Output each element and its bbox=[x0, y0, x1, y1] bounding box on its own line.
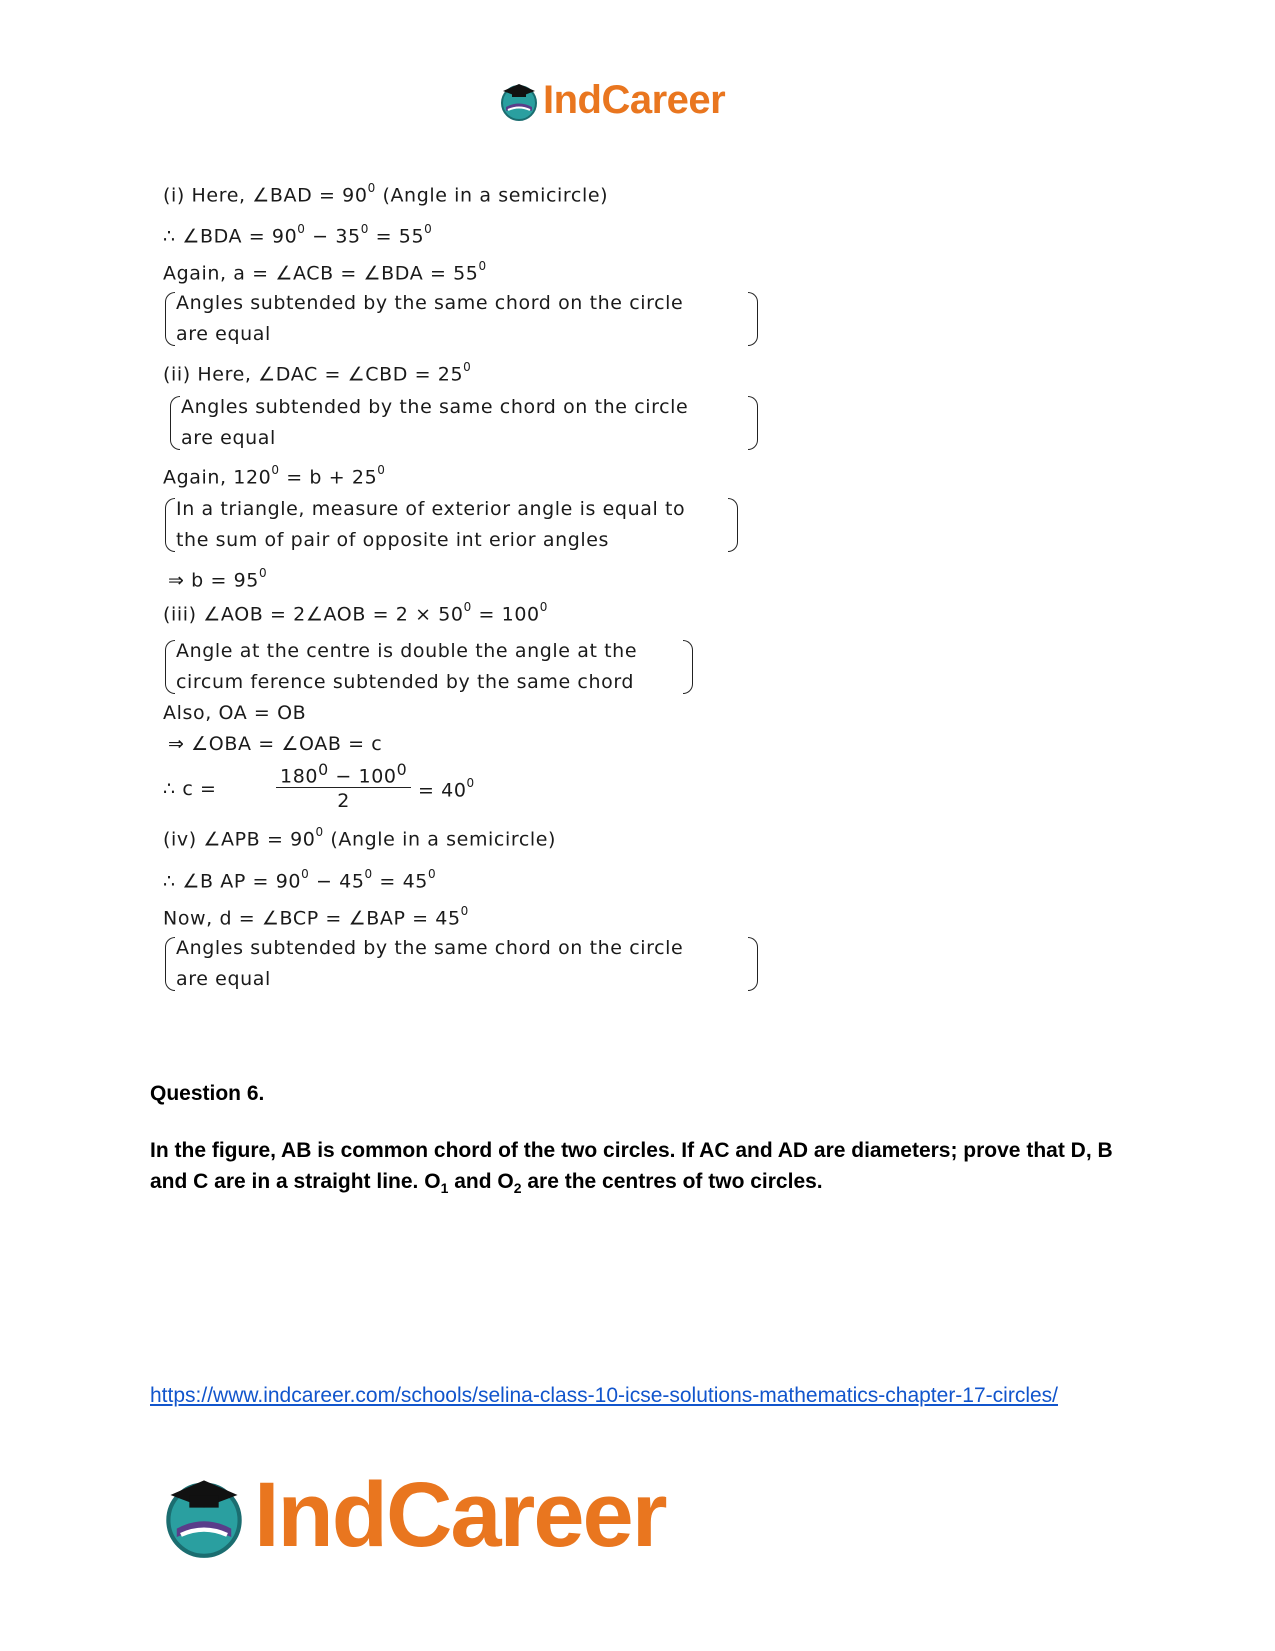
bracket-right bbox=[728, 498, 738, 552]
solution-note-2-line-1: Angles subtended by the same chord on the circle bbox=[181, 396, 689, 418]
bracket-right bbox=[748, 937, 758, 991]
solution-line-1: (i) Here, ∠BAD = $90^0$ (Angle in a semicircle) bbox=[163, 181, 609, 207]
source-link[interactable]: https://www.indcareer.com/schools/selina-class-10-icse-solutions-mathematics-chapter-17-circles/ bbox=[150, 1384, 1058, 1407]
bracket-right bbox=[748, 396, 758, 450]
solution-note-1-line-1: Angles subtended by the same chord on the circle bbox=[176, 292, 684, 314]
graduation-globe-icon bbox=[498, 80, 540, 122]
solution-line-7: Again, $120^0 = b + 25^0$ bbox=[163, 463, 386, 489]
fraction-denominator: 2 bbox=[337, 790, 350, 813]
solution-line-17: Now, d = ∠BCP = ∠BAP = $45^0$ bbox=[163, 904, 469, 930]
question-title: Question 6. bbox=[150, 1082, 265, 1105]
solution-note-4-line-2: circum ference subtended by the same chord bbox=[176, 671, 635, 693]
footer-logo bbox=[160, 1463, 666, 1568]
header-logo bbox=[498, 78, 725, 123]
solution-note-3-line-2: the sum of pair of opposite int erior angles bbox=[176, 529, 610, 551]
solution-note-4-line-1: Angle at the centre is double the angle at the bbox=[176, 640, 638, 662]
solution-line-10: (iii) ∠AOB = 2∠AOB = $2 \times 50^0 = 100^0$ bbox=[163, 600, 548, 626]
footer-logo-text: IndCareer bbox=[254, 1464, 666, 1566]
solution-note-1-line-2: are equal bbox=[176, 323, 271, 345]
solution-line-14-lhs: ∴ c = bbox=[163, 778, 217, 800]
solution-note-5-line-1: Angles subtended by the same chord on the circle bbox=[176, 937, 684, 959]
solution-line-2: ∴ ∠BDA = $90^0 - 35^0 = 55^0$ bbox=[163, 222, 433, 248]
header-logo-text: IndCareer bbox=[543, 78, 726, 122]
solution-line-14-rhs: = $40^0$ bbox=[418, 776, 475, 802]
solution-line-13: ⇒ ∠OBA = ∠OAB = c bbox=[168, 733, 383, 755]
bracket-left bbox=[165, 292, 175, 346]
solution-line-3: Again, a = ∠ACB = ∠BDA = $55^0$ bbox=[163, 259, 487, 285]
bracket-left bbox=[170, 396, 180, 450]
bracket-left bbox=[165, 937, 175, 991]
bracket-left bbox=[165, 640, 175, 694]
fraction bbox=[276, 760, 411, 812]
solution-line-15: (iv) ∠APB = $90^0$ (Angle in a semicircle) bbox=[163, 825, 557, 851]
fraction-numerator: $180^0 - 100^0$ bbox=[276, 760, 411, 788]
solution-line-5: (ii) Here, ∠DAC = ∠CBD = $25^0$ bbox=[163, 360, 472, 386]
question-body: In the figure, AB is common chord of the two circles. If AC and AD are diameters; prove that D, B and C are in a straight line. $O_1$ and $O_2$ are the centres of two circles. bbox=[150, 1139, 1113, 1197]
solution-note-5-line-2: are equal bbox=[176, 968, 271, 990]
solution-line-9: ⇒ $b = 95^0$ bbox=[168, 566, 268, 592]
solution-note-3-line-1: In a triangle, measure of exterior angle is equal to bbox=[176, 498, 686, 520]
solution-line-12: Also, OA = OB bbox=[163, 702, 307, 724]
bracket-right bbox=[683, 640, 693, 694]
graduation-globe-icon bbox=[160, 1472, 248, 1560]
bracket-right bbox=[748, 292, 758, 346]
solution-line-16: ∴ ∠B AP = $90^0 - 45^0 = 45^0$ bbox=[163, 867, 437, 893]
solution-note-2-line-2: are equal bbox=[181, 427, 276, 449]
bracket-left bbox=[165, 498, 175, 552]
